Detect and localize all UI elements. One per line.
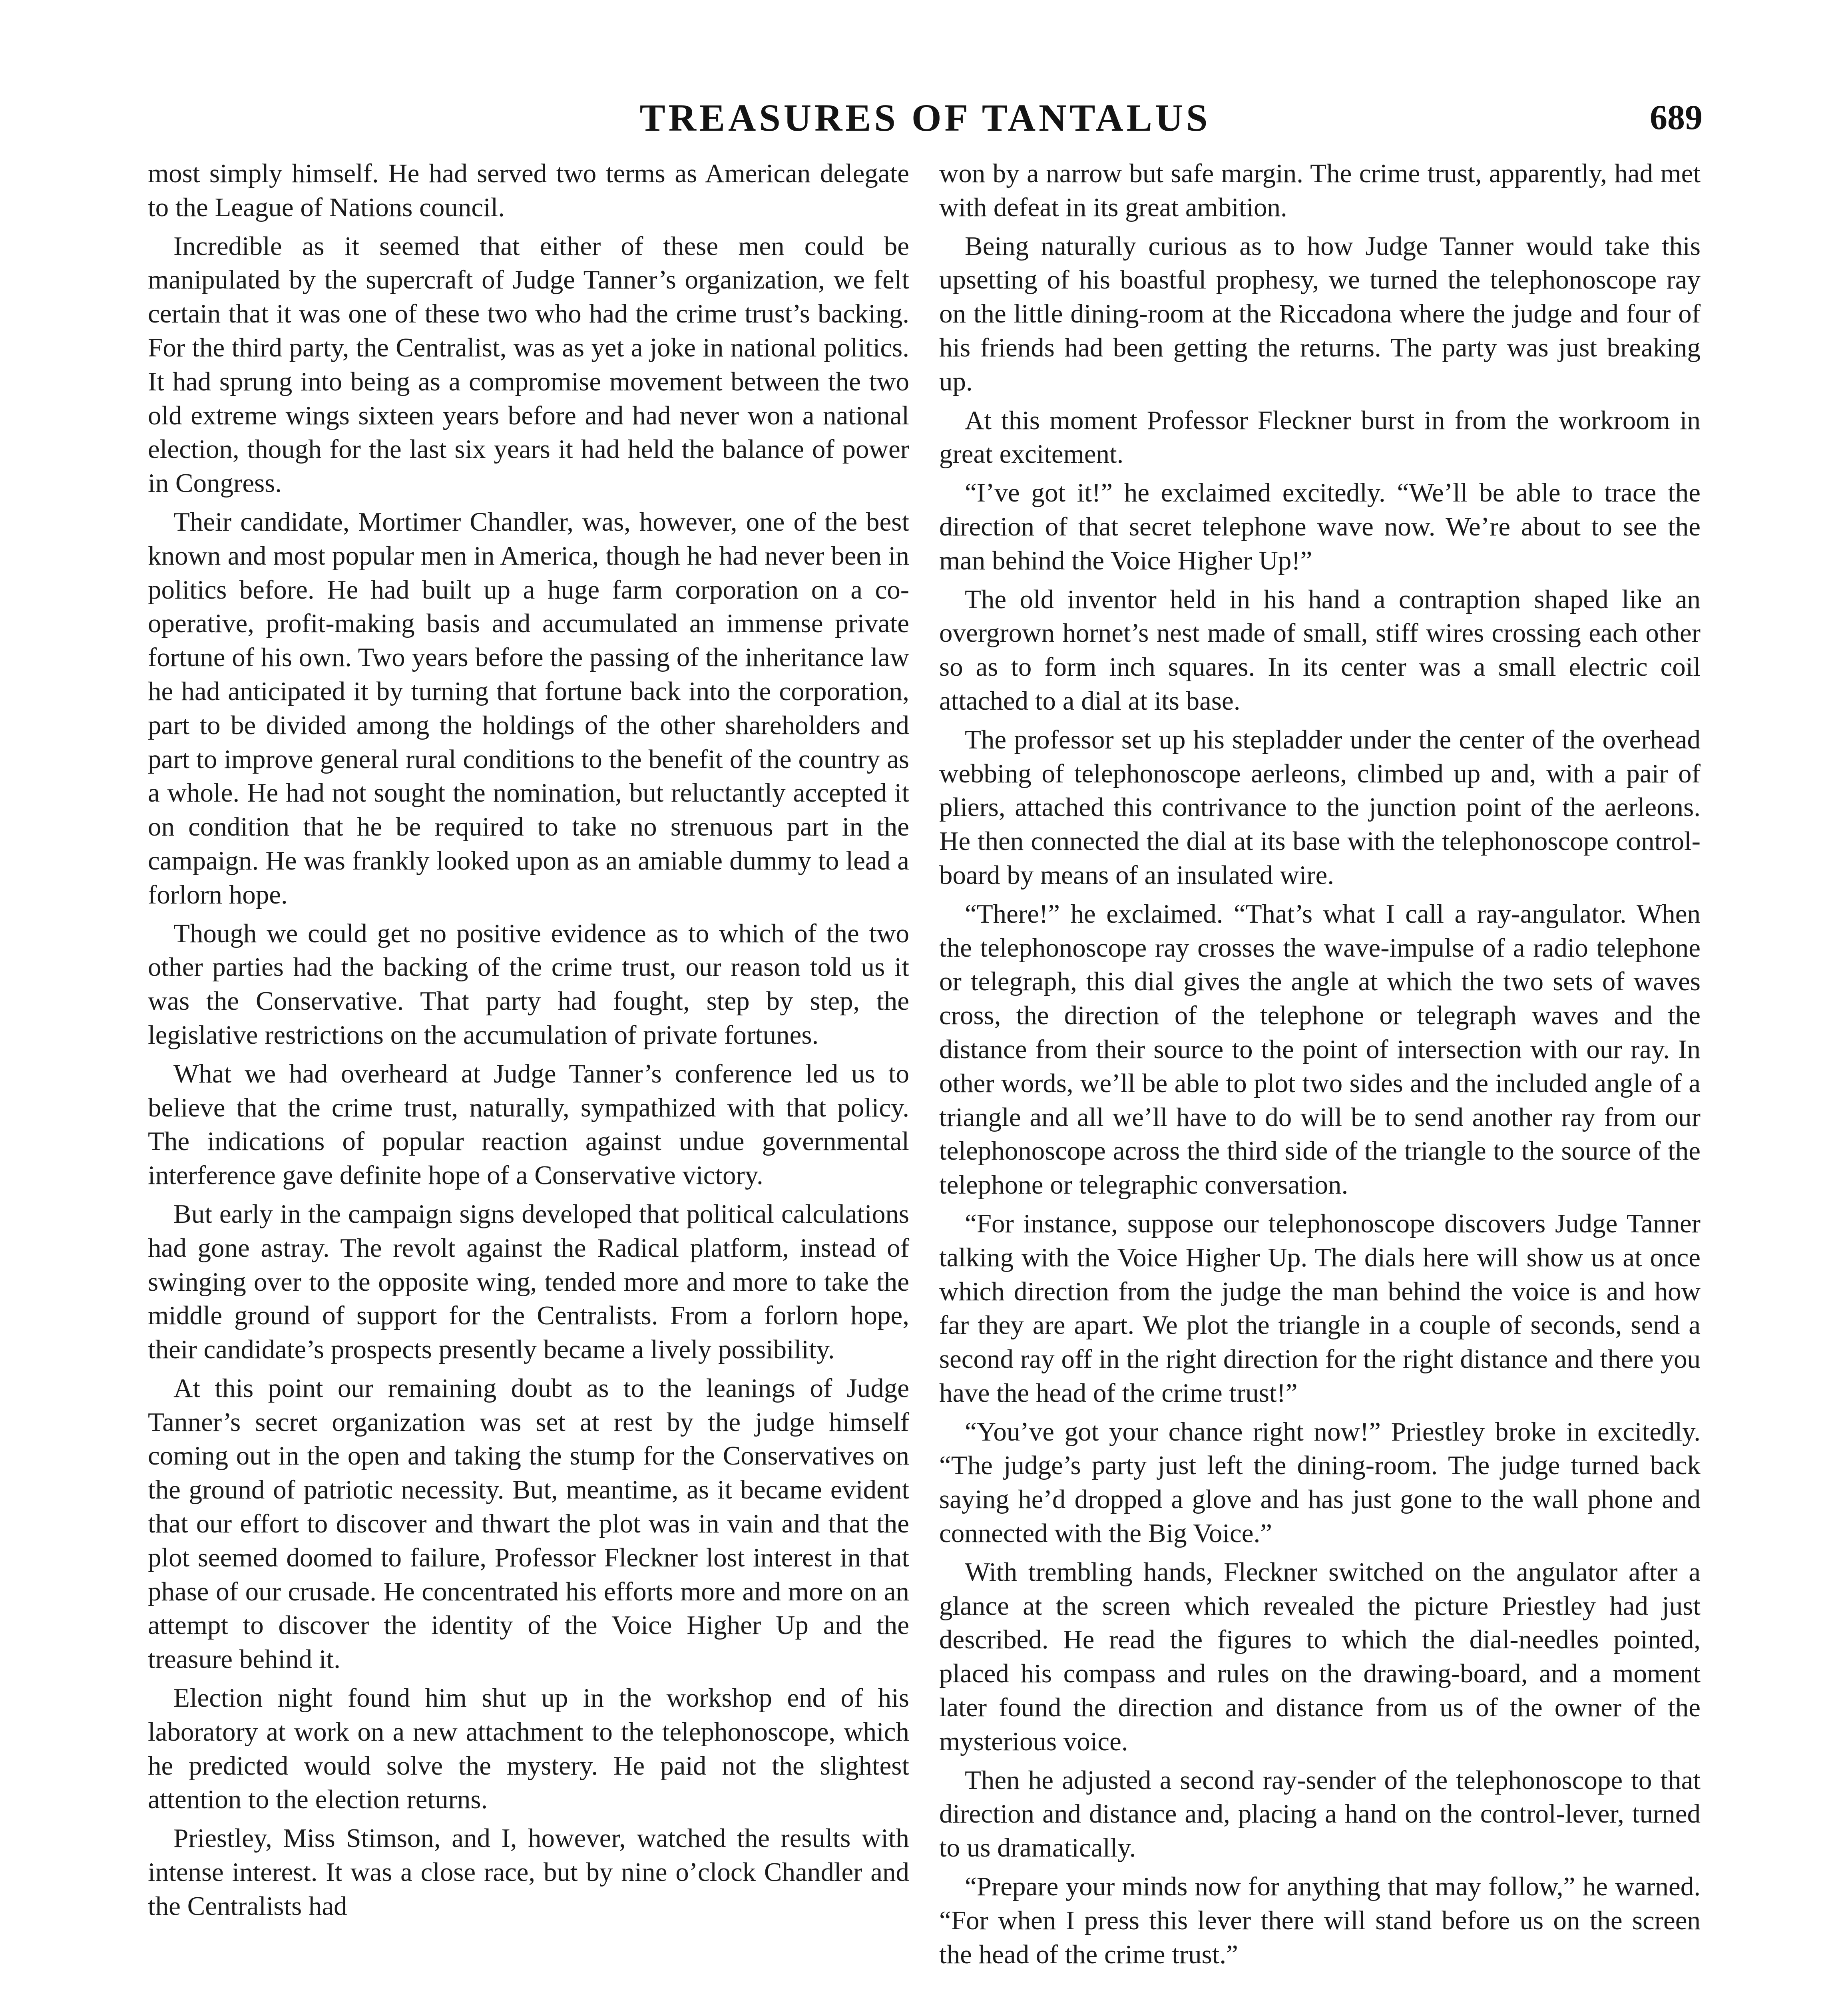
paragraph: most simply himself. He had served two terms as American delegate to the League of Nations council.	[148, 159, 909, 222]
page-header	[148, 94, 1703, 146]
paragraph: With trembling hands, Fleckner switched on the angulator after a glance at the screen which revealed the picture Priestley had just described. He read the figures to which the dial-needles pointed, placed his compass and rules on the drawing-board, and a moment later found the direction and distance from us of the owner of the mysterious voice.	[939, 1557, 1701, 1756]
paragraph: “For instance, suppose our telephonoscope discovers Judge Tanner talking with the Voice Higher Up. The dials here will show us at once which direction from the judge the man behind the voice is and how far they are apart. We plot the triangle in a couple of seconds, send a second ray off in the right direction for the right distance and there you have the head of the crime trust!”	[939, 1208, 1701, 1408]
paragraph: What we had overheard at Judge Tanner’s conference led us to believe that the crime trust, naturally, sympathized with that policy. The indications of popular reaction against undue governmental interference gave definite hope of a Conservative victory.	[148, 1059, 909, 1190]
paragraph: At this moment Professor Fleckner burst in from the workroom in great excitement.	[939, 405, 1701, 469]
paragraph: “Prepare your minds now for anything that may follow,” he warned. “For when I press this lever there will stand before us on the screen the head of the crime trust.”	[939, 1872, 1701, 1969]
paragraph: Priestley, Miss Stimson, and I, however, watched the results with intense interest. It was a close race, but by nine o’clock Chandler and the Centralists had	[148, 1823, 909, 1921]
running-title: TREASURES OF TANTALUS	[639, 96, 1211, 139]
paragraph: Election night found him shut up in the workshop end of his laboratory at work on a new attachment to the telephonoscope, which he predicted would solve the mystery. He paid not the slightest attention to the election returns.	[148, 1683, 909, 1815]
page-number: 689	[1650, 98, 1703, 137]
paragraph: won by a narrow but safe margin. The crime trust, apparently, had met with defeat in its great ambition.	[939, 159, 1701, 222]
paragraph: The old inventor held in his hand a contraption shaped like an overgrown hornet’s nest made of small, stiff wires crossing each other so as to form inch squares. In its center was a small electric coil attached to a dial at its base.	[939, 584, 1701, 716]
paragraph: Though we could get no positive evidence as to which of the two other parties had the backing of the crime trust, our reason told us it was the Conservative. That party had fought, step by step, the legislative restrictions on the accumulation of private fortunes.	[148, 918, 909, 1050]
right-column	[939, 157, 1701, 1976]
paragraph: At this point our remaining doubt as to the leanings of Judge Tanner’s secret organization was set at rest by the judge himself coming out in the open and taking the stump for the Conservatives on the ground of patriotic necessity. But, meantime, as it became evident that our effort to discover and thwart the plot was in vain and that the plot seemed doomed to failure, Professor Fleckner lost interest in that phase of our crusade. He concentrated his efforts more and more on an attempt to discover the identity of the Voice Higher Up and the treasure behind it.	[148, 1373, 909, 1674]
paragraph: Their candidate, Mortimer Chandler, was, however, one of the best known and most popular men in America, though he had never been in politics before. He had built up a huge farm corporation on a co-operative, profit-making basis and accumulated an immense private fortune of his own. Two years before the passing of the inheritance law he had anticipated it by turning that fortune back into the corporation, part to be divided among the holdings of the other shareholders and part to improve general rural conditions to the benefit of the country as a whole. He had not sought the nomination, but reluctantly accepted it on condition that he be required to take no strenuous part in the campaign. He was frankly looked upon as an amiable dummy to lead a forlorn hope.	[148, 507, 909, 909]
paragraph: But early in the campaign signs developed that political calculations had gone astray. The revolt against the Radical platform, instead of swinging over to the opposite wing, tended more and more to take the middle ground of support for the Centralists. From a forlorn hope, their candidate’s prospects presently became a lively possibility.	[148, 1199, 909, 1365]
paragraph: “You’ve got your chance right now!” Priestley broke in excitedly. “The judge’s party just left the dining-room. The judge turned back saying he’d dropped a glove and has just gone to the wall phone and connected with the Big Voice.”	[939, 1417, 1701, 1548]
paragraph: Then he adjusted a second ray-sender of the telephonoscope to that direction and distance and, placing a hand on the control-lever, turned to us dramatically.	[939, 1765, 1701, 1863]
paragraph: Being naturally curious as to how Judge Tanner would take this upsetting of his boastful prophesy, we turned the telephonoscope ray on the little dining-room at the Riccadona where the judge and four of his friends had been getting the returns. The party was just breaking up.	[939, 231, 1701, 396]
left-column	[148, 157, 909, 1928]
paragraph: “I’ve got it!” he exclaimed excitedly. “We’ll be able to trace the direction of that secret telephone wave now. We’re about to see the man behind the Voice Higher Up!”	[939, 478, 1701, 575]
paragraph: The professor set up his stepladder under the center of the overhead webbing of telephonoscope aerleons, climbed up and, with a pair of pliers, attached this contrivance to the junction point of the aerleons. He then connected the dial at its base with the telephonoscope control-board by means of an insulated wire.	[939, 724, 1701, 890]
paragraph: “There!” he exclaimed. “That’s what I call a ray-angulator. When the telephonoscope ray crosses the wave-impulse of a radio telephone or telegraph, this dial gives the angle at which the two sets of waves cross, the direction of the telephone or telegraph waves and the distance from their source to the point of intersection with our ray. In other words, we’ll be able to plot two sides and the included angle of a triangle and all we’ll have to do will be to send another ray from our telephonoscope across the third side of the triangle to the source of the telephone or telegraphic conversation.	[939, 899, 1701, 1200]
paragraph: Incredible as it seemed that either of these men could be manipulated by the supercraft of Judge Tanner’s organization, we felt certain that it was one of these two who had the crime trust’s backing. For the third party, the Centralist, was as yet a joke in national politics. It had sprung into being as a compromise movement between the two old extreme wings sixteen years before and had never won a national election, though for the last six years it had held the balance of power in Congress.	[148, 231, 909, 498]
